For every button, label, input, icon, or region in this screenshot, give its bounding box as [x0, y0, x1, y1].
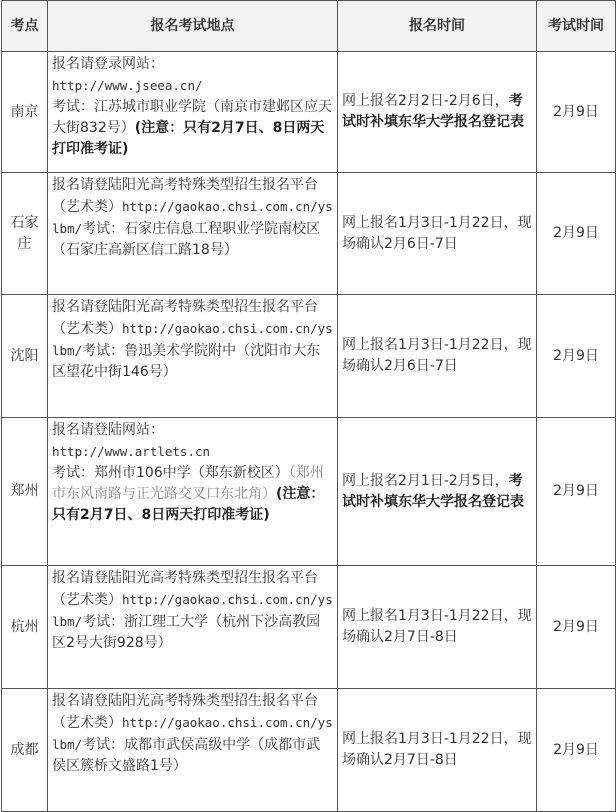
table-row	[2, 52, 616, 173]
exam-location: 考试：江苏城市职业学院（南京市建邺区应天大街832号）	[52, 99, 332, 136]
place-cell	[48, 52, 338, 173]
exam-address: （郑州市东风南路与正光路交叉口东北角）	[52, 465, 324, 502]
place-intro: 报名请登陆网站：	[52, 422, 164, 438]
exam-location: 考试：浙江理工大学（杭州下沙高教园区2号大街928号）	[52, 614, 321, 651]
exam-location: 考试：石家庄信息工程职业学院南校区（石家庄高新区信工路18号）	[52, 221, 321, 258]
exam-date-cell: 2月9日	[537, 295, 616, 418]
exam-location: 考试：鲁迅美术学院附中（沈阳市大东区望花中街146号）	[52, 343, 321, 380]
table-row	[2, 418, 616, 566]
place-cell	[48, 566, 338, 689]
exam-date-cell: 2月9日	[537, 52, 616, 173]
signup-time-cell	[338, 689, 537, 812]
signup-period: 网上报名2月2日-2月6日，	[342, 93, 509, 109]
notice-text: (注意：只有2月7日、8日两天打印准考证)	[52, 486, 325, 523]
table-row	[2, 295, 616, 418]
exam-date-cell: 2月9日	[537, 418, 616, 566]
place-cell	[48, 418, 338, 566]
signup-period: 网上报名1月3日-1月22日，现场确认2月6日-7日	[342, 337, 532, 374]
exam-date-cell: 2月9日	[537, 689, 616, 812]
registration-url: http://gaokao.chsi.com.cn/yslbm/	[52, 592, 333, 629]
exam-schedule-table	[1, 0, 616, 812]
place-intro: 报名请登陆阳光高考特殊类型招生报名平台（艺术类）	[52, 693, 318, 731]
signup-time-cell	[338, 566, 537, 689]
signup-period: 网上报名1月3日-1月22日，现场确认2月7日-8日	[342, 731, 532, 768]
signup-time-cell	[338, 173, 537, 295]
registration-url: http://www.artlets.cn	[52, 444, 211, 459]
signup-time-cell	[338, 418, 537, 566]
exam-location: 考试：郑州市106中学（郑东新校区）	[52, 465, 289, 481]
table-row	[2, 173, 616, 295]
place-intro: 报名请登录网站：	[52, 56, 164, 72]
header-exam-time: 考试时间	[537, 1, 616, 52]
signup-period: 网上报名1月3日-1月22日，现场确认2月6日-7日	[342, 214, 532, 252]
signup-time-cell	[338, 52, 537, 173]
notice-text: (注意：只有2月7日、8日两天打印准考证)	[52, 120, 325, 157]
place-intro: 报名请登陆阳光高考特殊类型招生报名平台（艺术类）	[52, 299, 318, 337]
signup-period: 网上报名2月1日-2月5日，	[342, 472, 509, 489]
city-cell: 石家庄	[2, 173, 48, 295]
city-cell: 沈阳	[2, 295, 48, 418]
place-cell	[48, 173, 338, 295]
header-signup-time: 报名时间	[338, 1, 537, 52]
exam-date-cell: 2月9日	[537, 173, 616, 295]
registration-url: http://gaokao.chsi.com.cn/yslbm/	[52, 321, 333, 358]
place-cell	[48, 689, 338, 812]
city-cell: 郑州	[2, 418, 48, 566]
signup-note: 考试时补填东华大学报名登记表	[342, 93, 524, 130]
header-place: 报名考试地点	[48, 1, 338, 52]
exam-date-cell: 2月9日	[537, 566, 616, 689]
place-intro: 报名请登陆阳光高考特殊类型招生报名平台（艺术类）	[52, 570, 318, 608]
registration-url: http://gaokao.chsi.com.cn/yslbm/	[52, 715, 333, 752]
table-header-row	[2, 1, 616, 52]
signup-time-cell	[338, 295, 537, 418]
table-row	[2, 689, 616, 812]
registration-url: http://gaokao.chsi.com.cn/yslbm/	[52, 199, 333, 236]
exam-location: 考试：成都市武侯高级中学（成都市武侯区簇桥文盛路1号）	[52, 737, 321, 774]
header-site: 考点	[2, 1, 48, 52]
signup-period: 网上报名1月3日-1月22日，现场确认2月7日-8日	[342, 608, 532, 645]
registration-url: http://www.jseea.cn/	[52, 78, 203, 93]
city-cell: 杭州	[2, 566, 48, 689]
place-intro: 报名请登陆阳光高考特殊类型招生报名平台（艺术类）	[52, 177, 318, 215]
city-cell: 南京	[2, 52, 48, 173]
city-cell: 成都	[2, 689, 48, 812]
place-cell	[48, 295, 338, 418]
signup-note: 考试时补填东华大学报名登记表	[342, 472, 524, 510]
table-row	[2, 566, 616, 689]
